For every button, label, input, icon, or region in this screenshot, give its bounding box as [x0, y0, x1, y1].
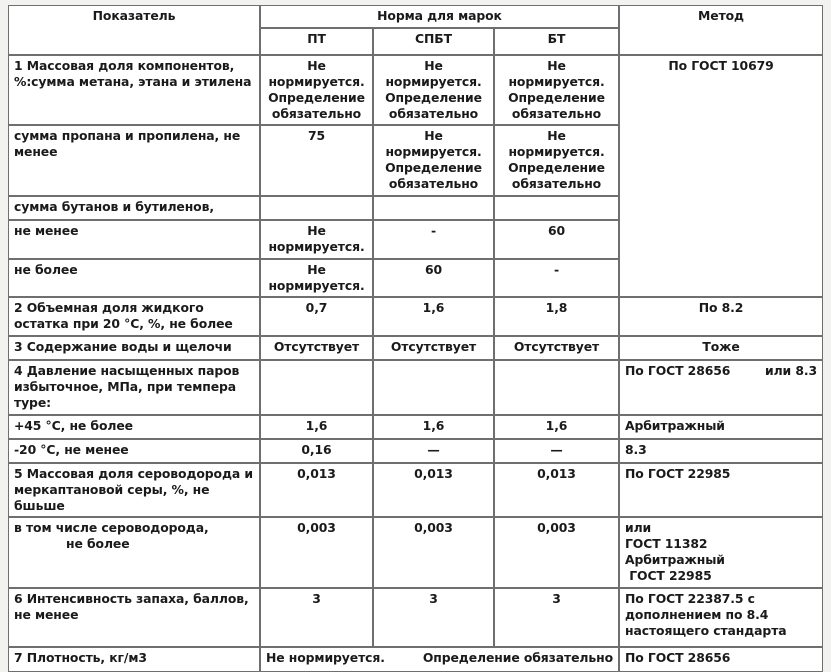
- param-liquid-residue: 2 Объемная доля жидкого остатка при 20 °С, %, не более: [8, 297, 260, 336]
- param-vapor-pressure: 4 Давление насыщенных паров избыточное, МПа, при темпера туре:: [8, 360, 260, 415]
- value-spbt-plus45: 1,6: [373, 415, 494, 439]
- method-h2s: [619, 517, 823, 588]
- param-propane-propylene: сумма пропана и пропилена, не менее: [8, 125, 260, 196]
- method-vapor-pressure-alt: или 8.3: [764, 363, 817, 379]
- value-bt-butane-not-less: 60: [494, 220, 619, 259]
- value-spbt-sulfur: 0,013: [373, 463, 494, 518]
- value-bt-sulfur: 0,013: [494, 463, 619, 518]
- value-bt-odor: 3: [494, 588, 619, 647]
- table-row: [8, 463, 823, 518]
- value-bt-mass-fraction: Не нормируется. Определение обязательно: [494, 55, 619, 126]
- value-pt-water-alkali: Отсутствует: [260, 336, 373, 360]
- header-brand-spbt: СПБТ: [373, 28, 494, 55]
- method-h2s-line-1: или: [625, 520, 652, 536]
- value-pt-plus45: 1,6: [260, 415, 373, 439]
- param-h2s-line2: не более: [66, 536, 130, 552]
- value-bt-butane-butylene: [494, 196, 619, 220]
- method-plus45: Арбитражный: [619, 415, 823, 439]
- value-merged-density: [260, 647, 619, 672]
- method-water-alkali: Тоже: [619, 336, 823, 360]
- method-h2s-line-3: Арбитражный: [625, 552, 725, 568]
- table-row: [8, 439, 823, 463]
- param-h2s: [8, 517, 260, 588]
- table-row: [8, 336, 823, 360]
- value-pt-liquid-residue: 0,7: [260, 297, 373, 336]
- value-bt-vapor-pressure: [494, 360, 619, 415]
- method-odor-line-1: По ГОСТ 22387.5 с: [625, 590, 755, 606]
- value-pt-butane-butylene: [260, 196, 373, 220]
- method-odor: [619, 588, 823, 647]
- header-norm-group: Норма для марок: [260, 5, 619, 28]
- table-row: [8, 588, 823, 647]
- param-butane-not-less: не менее: [8, 220, 260, 259]
- value-spbt-minus20: —: [373, 439, 494, 463]
- method-liquid-residue: По 8.2: [619, 297, 823, 336]
- value-pt-odor: 3: [260, 588, 373, 647]
- value-bt-liquid-residue: 1,8: [494, 297, 619, 336]
- param-minus20: -20 °С, не менее: [8, 439, 260, 463]
- method-vapor-pressure: [619, 360, 823, 415]
- header-parameter: Показатель: [8, 5, 260, 55]
- value-spbt-butane-not-more: 60: [373, 259, 494, 298]
- table-row: [8, 360, 823, 415]
- method-vapor-pressure-primary: По ГОСТ 28656: [625, 363, 731, 379]
- value-spbt-butane-butylene: [373, 196, 494, 220]
- table-row: [8, 517, 823, 588]
- method-h2s-line-2: ГОСТ 11382: [625, 536, 708, 552]
- param-h2s-line1: в том числе сероводорода,: [14, 520, 209, 536]
- param-plus45: +45 °С, не более: [8, 415, 260, 439]
- value-spbt-liquid-residue: 1,6: [373, 297, 494, 336]
- value-pt-butane-not-more: Не нормируется.: [260, 259, 373, 298]
- param-density: 7 Плотность, кг/м3: [8, 647, 260, 672]
- value-spbt-butane-not-less: -: [373, 220, 494, 259]
- value-bt-butane-not-more: -: [494, 259, 619, 298]
- value-pt-h2s: 0,003: [260, 517, 373, 588]
- table-header-row-top: [8, 5, 823, 28]
- value-bt-water-alkali: Отсутствует: [494, 336, 619, 360]
- method-density: По ГОСТ 28656: [619, 647, 823, 672]
- method-mass-fraction: По ГОСТ 10679: [619, 55, 823, 298]
- value-pt-mass-fraction: Не нормируется. Определение обязательно: [260, 55, 373, 126]
- value-bt-propane-propylene: Не нормируется. Определение обязательно: [494, 125, 619, 196]
- param-butane-not-more: не более: [8, 259, 260, 298]
- param-sulfur: 5 Массовая доля сероводорода и меркаптановой серы, %, не бшьше: [8, 463, 260, 518]
- value-pt-minus20: 0,16: [260, 439, 373, 463]
- value-pt-propane-propylene: 75: [260, 125, 373, 196]
- value-spbt-water-alkali: Отсутствует: [373, 336, 494, 360]
- method-sulfur: По ГОСТ 22985: [619, 463, 823, 518]
- value-bt-plus45: 1,6: [494, 415, 619, 439]
- param-odor: 6 Интенсивность запаха, баллов, не менее: [8, 588, 260, 647]
- value-density-not-standardized: Не нормируется.: [266, 649, 385, 665]
- value-pt-butane-not-less: Не нормируется.: [260, 220, 373, 259]
- header-brand-bt: БТ: [494, 28, 619, 55]
- header-brand-pt: ПТ: [260, 28, 373, 55]
- param-water-alkali: 3 Содержание воды и щелочи: [8, 336, 260, 360]
- specification-table: [8, 5, 823, 672]
- value-bt-h2s: 0,003: [494, 517, 619, 588]
- value-spbt-mass-fraction: Не нормируется. Определение обязательно: [373, 55, 494, 126]
- param-mass-fraction: 1 Массовая доля компонентов, %:сумма метана, этана и этилена: [8, 55, 260, 126]
- value-spbt-vapor-pressure: [373, 360, 494, 415]
- table-row: [8, 297, 823, 336]
- method-odor-line-3: настоящего стандарта: [625, 622, 787, 638]
- method-minus20: 8.3: [619, 439, 823, 463]
- table-row: [8, 415, 823, 439]
- method-odor-line-2: дополнением по 8.4: [625, 606, 769, 622]
- param-butane-butylene: сумма бутанов и бутиленов,: [8, 196, 260, 220]
- value-density-determination: Определение обязательно: [422, 649, 613, 665]
- value-bt-minus20: —: [494, 439, 619, 463]
- method-h2s-line-4: ГОСТ 22985: [625, 568, 712, 583]
- value-spbt-propane-propylene: Не нормируется. Определение обязательно: [373, 125, 494, 196]
- value-spbt-h2s: 0,003: [373, 517, 494, 588]
- value-pt-sulfur: 0,013: [260, 463, 373, 518]
- table-row: [8, 647, 823, 672]
- table-row: [8, 55, 823, 126]
- value-spbt-odor: 3: [373, 588, 494, 647]
- value-pt-vapor-pressure: [260, 360, 373, 415]
- header-method: Метод: [619, 5, 823, 55]
